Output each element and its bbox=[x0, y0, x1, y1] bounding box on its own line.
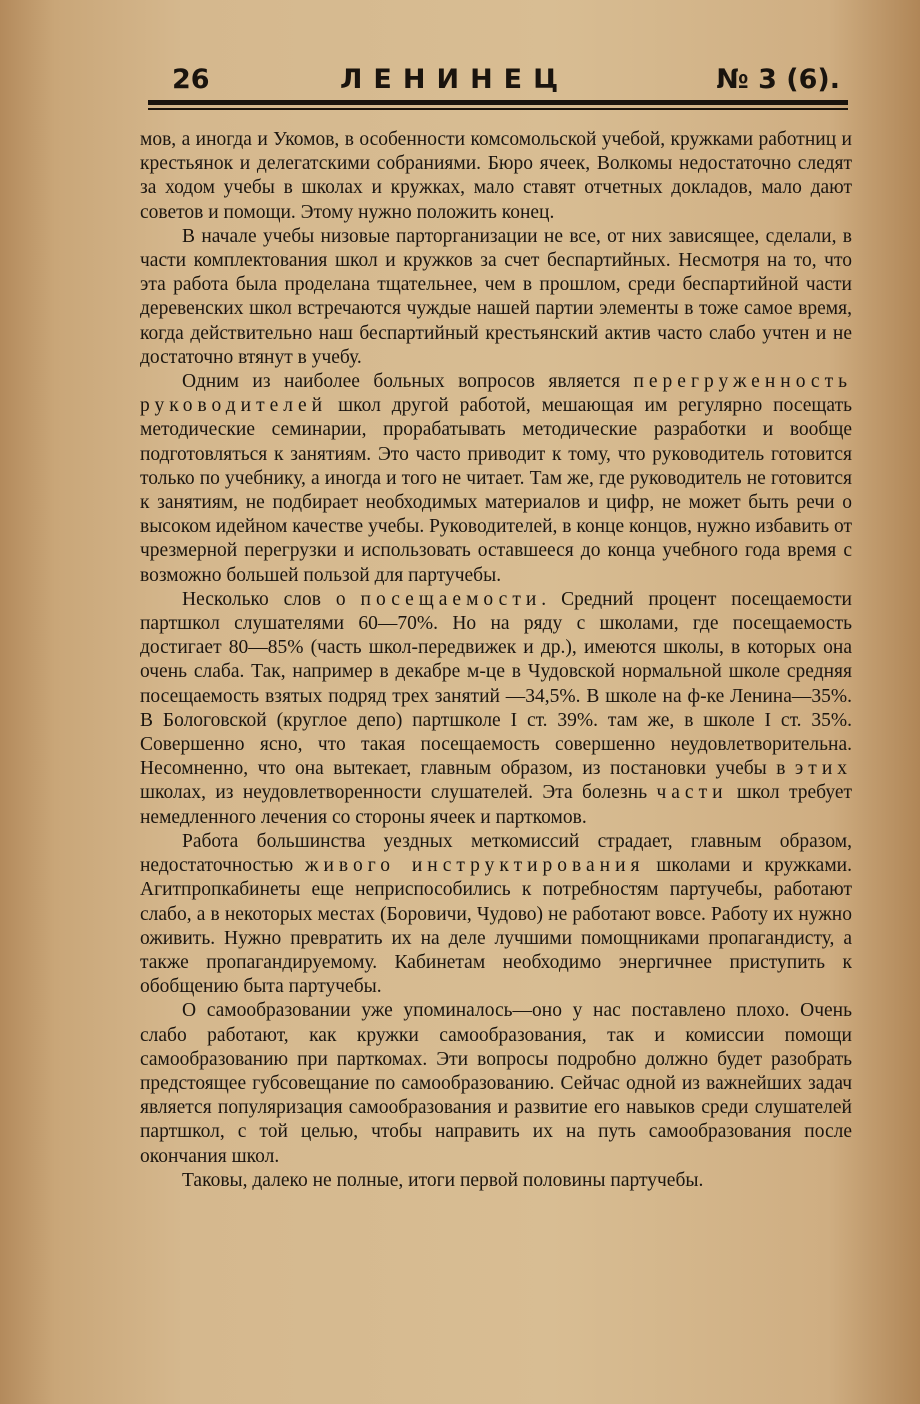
text-run: школ другой работой, мешающая им регулярно посещать методические семинарии, прорабатывать методические разработки и вообще подготовляться к занятиям. Это часто приводит к тому, что руководитель готовится только по учебнику, а иногда и того не читает. Там же, где руководитель не готовится к занятиям, не подбирает необходимых материалов и цифр, не может быть речи о высоком идейном качестве учебы. Руководителей, в конце концов, нужно избавить от чрезмерной перегрузки и использовать оставшееся до конца учебного года время с возможно большей пользой для партучебы. bbox=[140, 395, 852, 586]
paragraph bbox=[140, 1169, 852, 1193]
text-run: Работа большинства уездных меткомиссий страдает, главным образом, недостаточностью bbox=[140, 830, 852, 877]
header-rule-thick bbox=[148, 100, 848, 105]
text-run: О самообразовании уже упоминалось—оно у нас поставлено плохо. Очень слабо работают, как кружки самообразования, так и комиссии помощи самообразованию при парткомах. Эти вопросы подробно должно будет разобрать предстоящее губсовещание по самообразованию. Сейчас одной из важнейших задач является популяризация самообразования и развитие его навыков среди слушателей партшкол, с той целью, чтобы направить их на путь самообразования после окончания школ. bbox=[140, 1000, 852, 1167]
text-run: Таковы, далеко не полные, итоги первой половины партучебы. bbox=[182, 1169, 704, 1191]
spaced-emphasis: части bbox=[656, 782, 728, 804]
page-number: 26 bbox=[172, 64, 210, 95]
text-run: Одним из наиболее больных вопросов является bbox=[182, 371, 634, 393]
text-run: школ требует немедленного лечения со стороны ячеек и парткомов. bbox=[140, 782, 852, 828]
paragraph bbox=[140, 830, 852, 999]
spaced-emphasis: посещаемости bbox=[360, 588, 542, 610]
journal-title: ЛЕНИНЕЦ bbox=[340, 64, 570, 95]
text-run: Несколько слов о bbox=[182, 588, 361, 610]
article-body bbox=[140, 128, 852, 1193]
paragraph bbox=[140, 128, 852, 225]
spaced-emphasis: живого инструктирования bbox=[305, 855, 645, 877]
text-run: В начале учебы низовые парторганизации не все, от них зависящее, сделали, в части комплектования школ и кружков за счет беспартийных. Несмотря на то, что эта работа была проделана тщательнее, чем в прошлом, среди беспартийной части деревенских школ встречаются чуждые нашей партии элементы в тоже самое время, когда действительно наш беспартийный крестьянский актив часто слабо учтен и не достаточно втянут в учебу. bbox=[140, 225, 852, 368]
issue-number: № 3 (6). bbox=[716, 64, 840, 95]
spaced-emphasis: перегруженность руководителей bbox=[140, 371, 852, 417]
paragraph bbox=[140, 588, 852, 830]
text-run: школами и кружками. Агитпропкабинеты еще неприспособились к потребностям партучебы, работают слабо, а в некоторых местах (Боровичи, Чудово) не работают вовсе. Работу их нужно оживить. Нужно превратить их на деле лучшими помощниками пропагандисту, а также пропагандируемому. Кабинетам необходимо энергичнее приступить к обобщению быта партучебы. bbox=[140, 855, 852, 998]
paragraph bbox=[140, 370, 852, 588]
paragraph bbox=[140, 225, 852, 370]
header-rule-thin bbox=[148, 108, 848, 110]
spaced-emphasis: этих bbox=[794, 758, 852, 780]
text-run: мов, а иногда и Укомов, в особенности комсомольской учебой, кружками работниц и крестьянок и делегатскими собраниями. Бюро ячеек, Волкомы недостаточно следят за ходом учебы в школах и кружках, мало ставят отчетных докладов, мало дают советов и помощи. Этому нужно положить конец. bbox=[140, 129, 852, 223]
paragraph bbox=[140, 999, 852, 1168]
text-run: . Средний процент посещаемости партшкол слушателями 60—70%. Но на ряду с школами, где посещаемость достигает 80—85% (часть школ-передвижек и др.), имеются школы, в которых она очень слаба. Так, например в декабре м-це в Чудовской нормальной школе средняя посещаемость взятых подряд трех занятий —34,5%. В школе на ф-ке Ленина—35%. В Бологовской (круглое депо) партшколе I ст. 39%. там же, в школе I ст. 35%. Совершенно ясно, что такая посещаемость совершенно неудовлетворительна. Несомненно, что она вытекает, главным образом, из постановки учебы в bbox=[140, 588, 852, 780]
text-run: школах, из неудовлетворенности слушателей. Эта болезнь bbox=[140, 782, 657, 804]
